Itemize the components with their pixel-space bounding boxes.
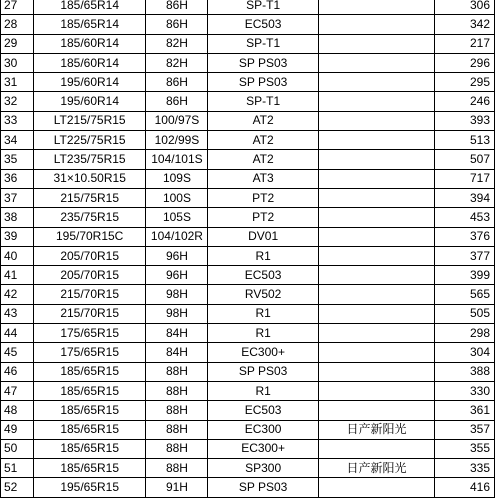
cell-row-number: 36: [1, 169, 34, 188]
cell-note: [318, 381, 434, 400]
cell-pattern: RV502: [208, 285, 318, 304]
cell-value: 298: [435, 324, 495, 343]
cell-pattern: SP-T1: [208, 34, 318, 53]
cell-load-speed: 86H: [146, 92, 208, 111]
cell-row-number: 41: [1, 266, 34, 285]
cell-row-number: 31: [1, 73, 34, 92]
cell-value: 507: [435, 150, 495, 169]
cell-load-speed: 98H: [146, 304, 208, 323]
cell-row-number: 37: [1, 188, 34, 207]
cell-note: [318, 362, 434, 381]
cell-value: 453: [435, 208, 495, 227]
cell-row-number: 52: [1, 478, 34, 497]
cell-load-speed: 86H: [146, 73, 208, 92]
cell-pattern: DV01: [208, 227, 318, 246]
cell-row-number: 42: [1, 285, 34, 304]
cell-value: 335: [435, 459, 495, 478]
table-row: [1, 111, 495, 130]
cell-value: 565: [435, 285, 495, 304]
cell-value: 306: [435, 0, 495, 15]
cell-row-number: 29: [1, 34, 34, 53]
cell-value: 394: [435, 188, 495, 207]
cell-pattern: EC503: [208, 266, 318, 285]
cell-note: [318, 15, 434, 34]
cell-row-number: 44: [1, 324, 34, 343]
cell-load-speed: 88H: [146, 362, 208, 381]
cell-note: [318, 169, 434, 188]
cell-pattern: EC503: [208, 15, 318, 34]
table-row: [1, 0, 495, 15]
cell-tire-size: 195/70R15C: [33, 227, 146, 246]
cell-value: 388: [435, 362, 495, 381]
cell-row-number: 34: [1, 131, 34, 150]
table-row: [1, 246, 495, 265]
cell-row-number: 50: [1, 439, 34, 458]
table-row: [1, 401, 495, 420]
cell-tire-size: LT225/75R15: [33, 131, 146, 150]
cell-note: [318, 188, 434, 207]
cell-pattern: SP PS03: [208, 73, 318, 92]
cell-row-number: 27: [1, 0, 34, 15]
cell-value: 361: [435, 401, 495, 420]
cell-row-number: 47: [1, 381, 34, 400]
table-row: [1, 381, 495, 400]
cell-pattern: PT2: [208, 208, 318, 227]
cell-row-number: 45: [1, 343, 34, 362]
cell-pattern: AT2: [208, 111, 318, 130]
cell-note: 日产新阳光: [318, 420, 434, 439]
cell-tire-size: 185/65R14: [33, 15, 146, 34]
cell-tire-size: 185/65R15: [33, 381, 146, 400]
cell-tire-size: 205/70R15: [33, 266, 146, 285]
cell-load-speed: 88H: [146, 381, 208, 400]
cell-value: 505: [435, 304, 495, 323]
table-body: [1, 0, 495, 497]
cell-pattern: R1: [208, 381, 318, 400]
cell-tire-size: LT215/75R15: [33, 111, 146, 130]
cell-load-speed: 84H: [146, 343, 208, 362]
cell-note: [318, 343, 434, 362]
cell-tire-size: 175/65R15: [33, 324, 146, 343]
cell-value: 295: [435, 73, 495, 92]
cell-load-speed: 82H: [146, 53, 208, 72]
cell-row-number: 28: [1, 15, 34, 34]
table-row: [1, 53, 495, 72]
cell-row-number: 30: [1, 53, 34, 72]
table-row: [1, 420, 495, 439]
cell-value: 377: [435, 246, 495, 265]
cell-note: [318, 246, 434, 265]
cell-tire-size: 185/65R15: [33, 362, 146, 381]
cell-note: [318, 34, 434, 53]
cell-note: [318, 111, 434, 130]
cell-note: [318, 266, 434, 285]
cell-value: 717: [435, 169, 495, 188]
table-row: [1, 92, 495, 111]
cell-tire-size: 215/70R15: [33, 285, 146, 304]
cell-pattern: SP300: [208, 459, 318, 478]
cell-load-speed: 100/97S: [146, 111, 208, 130]
cell-value: 217: [435, 34, 495, 53]
cell-load-speed: 88H: [146, 459, 208, 478]
cell-pattern: AT2: [208, 150, 318, 169]
cell-pattern: EC300: [208, 420, 318, 439]
table-row: [1, 343, 495, 362]
cell-note: [318, 150, 434, 169]
cell-note: [318, 285, 434, 304]
cell-pattern: AT2: [208, 131, 318, 150]
cell-tire-size: 215/75R15: [33, 188, 146, 207]
cell-row-number: 51: [1, 459, 34, 478]
cell-value: 304: [435, 343, 495, 362]
cell-pattern: EC300+: [208, 439, 318, 458]
cell-load-speed: 88H: [146, 420, 208, 439]
cell-load-speed: 104/101S: [146, 150, 208, 169]
cell-pattern: R1: [208, 304, 318, 323]
cell-row-number: 48: [1, 401, 34, 420]
cell-value: 513: [435, 131, 495, 150]
table-row: [1, 478, 495, 497]
cell-note: [318, 92, 434, 111]
cell-note: [318, 0, 434, 15]
cell-pattern: PT2: [208, 188, 318, 207]
table-row: [1, 285, 495, 304]
cell-note: [318, 401, 434, 420]
cell-load-speed: 82H: [146, 34, 208, 53]
cell-load-speed: 102/99S: [146, 131, 208, 150]
cell-row-number: 38: [1, 208, 34, 227]
cell-value: 376: [435, 227, 495, 246]
cell-note: [318, 439, 434, 458]
cell-pattern: SP-T1: [208, 92, 318, 111]
cell-tire-size: 195/60R14: [33, 73, 146, 92]
cell-load-speed: 86H: [146, 15, 208, 34]
table-row: [1, 304, 495, 323]
cell-tire-size: 195/60R14: [33, 92, 146, 111]
table-row: [1, 131, 495, 150]
table-row: [1, 324, 495, 343]
table-row: [1, 439, 495, 458]
table-row: [1, 150, 495, 169]
cell-tire-size: 185/65R15: [33, 459, 146, 478]
cell-note: 日产新阳光: [318, 459, 434, 478]
cell-load-speed: 109S: [146, 169, 208, 188]
cell-note: [318, 131, 434, 150]
cell-row-number: 49: [1, 420, 34, 439]
cell-value: 393: [435, 111, 495, 130]
cell-value: 330: [435, 381, 495, 400]
cell-tire-size: 235/75R15: [33, 208, 146, 227]
cell-tire-size: 175/65R15: [33, 343, 146, 362]
cell-value: 357: [435, 420, 495, 439]
cell-tire-size: 215/70R15: [33, 304, 146, 323]
cell-pattern: R1: [208, 246, 318, 265]
cell-tire-size: 195/65R15: [33, 478, 146, 497]
table-row: [1, 227, 495, 246]
cell-load-speed: 104/102R: [146, 227, 208, 246]
cell-tire-size: 185/60R14: [33, 34, 146, 53]
cell-row-number: 39: [1, 227, 34, 246]
cell-load-speed: 91H: [146, 478, 208, 497]
cell-pattern: SP PS03: [208, 53, 318, 72]
cell-tire-size: 31×10.50R15: [33, 169, 146, 188]
cell-value: 399: [435, 266, 495, 285]
cell-tire-size: 185/60R14: [33, 53, 146, 72]
cell-load-speed: 88H: [146, 401, 208, 420]
cell-load-speed: 96H: [146, 246, 208, 265]
cell-note: [318, 53, 434, 72]
table-row: [1, 73, 495, 92]
cell-load-speed: 84H: [146, 324, 208, 343]
table-row: [1, 188, 495, 207]
cell-load-speed: 86H: [146, 0, 208, 15]
cell-tire-size: 185/65R15: [33, 420, 146, 439]
cell-tire-size: 185/65R15: [33, 439, 146, 458]
table-row: [1, 362, 495, 381]
cell-value: 342: [435, 15, 495, 34]
table-row: [1, 15, 495, 34]
cell-row-number: 40: [1, 246, 34, 265]
cell-row-number: 32: [1, 92, 34, 111]
cell-note: [318, 73, 434, 92]
cell-pattern: SP-T1: [208, 0, 318, 15]
cell-load-speed: 105S: [146, 208, 208, 227]
cell-row-number: 33: [1, 111, 34, 130]
table-row: [1, 266, 495, 285]
cell-tire-size: 185/65R14: [33, 0, 146, 15]
table-row: [1, 208, 495, 227]
table-row: [1, 169, 495, 188]
cell-load-speed: 96H: [146, 266, 208, 285]
cell-note: [318, 304, 434, 323]
cell-load-speed: 100S: [146, 188, 208, 207]
cell-load-speed: 88H: [146, 439, 208, 458]
cell-pattern: EC503: [208, 401, 318, 420]
cell-pattern: EC300+: [208, 343, 318, 362]
cell-tire-size: LT235/75R15: [33, 150, 146, 169]
cell-row-number: 35: [1, 150, 34, 169]
cell-pattern: SP PS03: [208, 362, 318, 381]
cell-load-speed: 98H: [146, 285, 208, 304]
table-row: [1, 459, 495, 478]
cell-value: 296: [435, 53, 495, 72]
cell-value: 246: [435, 92, 495, 111]
cell-note: [318, 227, 434, 246]
cell-tire-size: 205/70R15: [33, 246, 146, 265]
cell-pattern: AT3: [208, 169, 318, 188]
cell-note: [318, 478, 434, 497]
cell-value: 355: [435, 439, 495, 458]
cell-note: [318, 324, 434, 343]
table-row: [1, 34, 495, 53]
cell-pattern: SP PS03: [208, 478, 318, 497]
cell-row-number: 43: [1, 304, 34, 323]
cell-tire-size: 185/65R15: [33, 401, 146, 420]
cell-row-number: 46: [1, 362, 34, 381]
cell-note: [318, 208, 434, 227]
cell-pattern: R1: [208, 324, 318, 343]
cell-value: 416: [435, 478, 495, 497]
